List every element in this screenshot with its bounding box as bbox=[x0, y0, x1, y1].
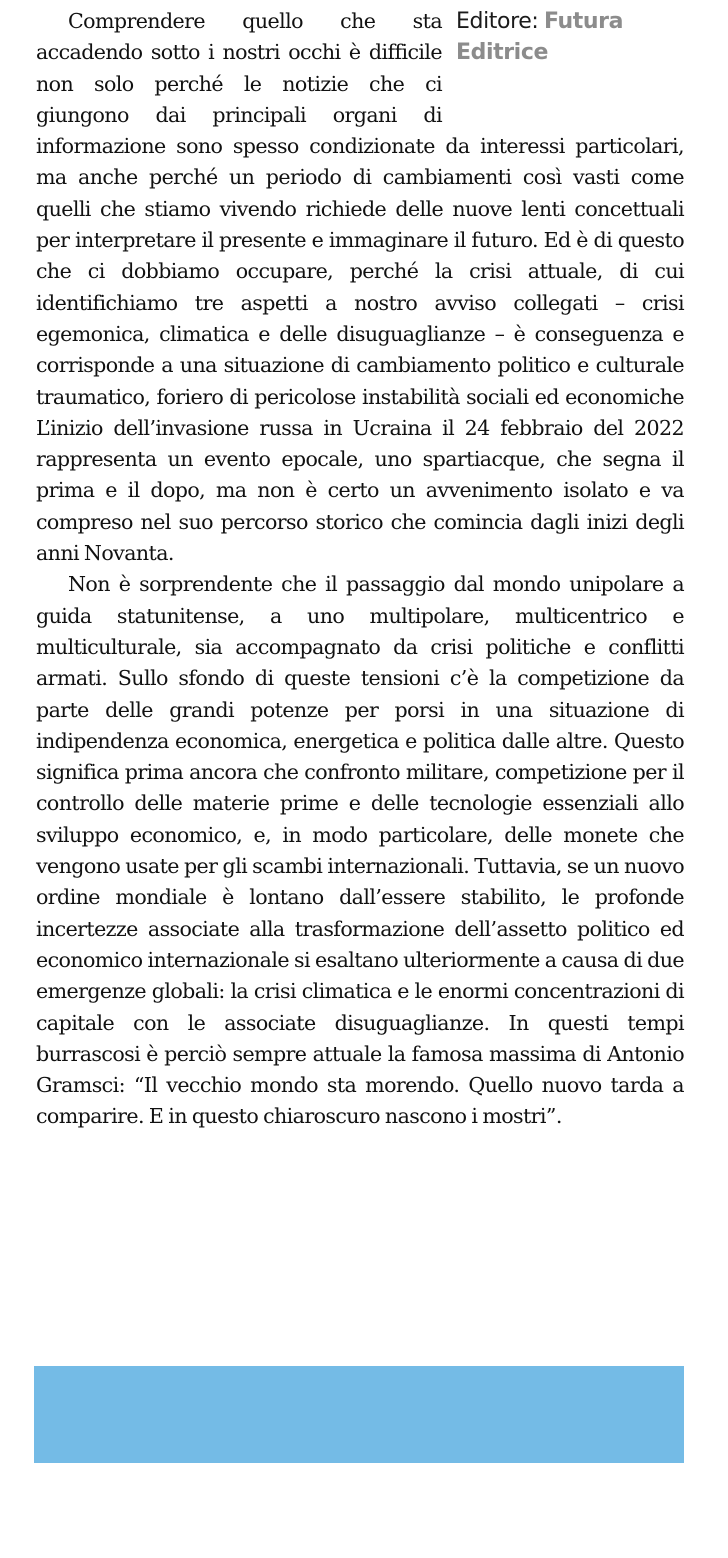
article-paragraph-1: Comprendere quello che sta accadendo sotto i nostri occhi è difficile non solo perché le notizie che ci giungono dai principali organi di informazione sono spesso condizionate da interessi particolari, ma anche perché un periodo di cambiamenti così vasti come quelli che stiamo vivendo richiede delle nuove lenti concettuali per interpretare il presente e immaginare il futuro. Ed è di questo che ci dobbiamo occupare, perché la crisi attuale, di cui identifichiamo tre aspetti a nostro avviso collegati – crisi egemonica, climatica e delle disuguaglianze – è conseguenza e corrisponde a una situazione di cambiamento politico e culturale traumatico, foriero di pericolose instabilità sociali ed economiche L’inizio dell’invasione russa in Ucraina il 24 febbraio del 2022 rappresenta un evento epocale, uno spartiacque, che segna il prima e il dopo, ma non è certo un avvenimento isolato e va compreso nel suo percorso storico che comincia dagli inizi degli anni Novanta. bbox=[36, 9, 684, 566]
publisher-name: Futura Editrice bbox=[456, 9, 624, 65]
publisher-box bbox=[456, 0, 684, 100]
article-page bbox=[36, 0, 684, 1133]
info-box bbox=[34, 1366, 684, 1463]
article-body bbox=[36, 0, 684, 1133]
publisher-label: Editore: bbox=[456, 9, 539, 34]
article-paragraph-2: Non è sorprendente che il passaggio dal mondo unipolare a guida statunitense, a uno multipolare, multicentrico e multiculturale, sia accompagnato da crisi politiche e conflitti armati. Sullo sfondo di queste tensioni c’è la competizione da parte delle grandi potenze per porsi in una situazione di indipendenza economica, energetica e politica dalle altre. Questo significa prima ancora che confronto militare, competizione per il controllo delle materie prime e delle tecnologie essenziali allo sviluppo economico, e, in modo particolare, delle monete che vengono usate per gli scambi internazionali. Tuttavia, se un nuovo ordine mondiale è lontano dall’essere stabilito, le profonde incertezze associate alla trasformazione dell’assetto politico ed economico internazionale si esaltano ulteriormente a causa di due emergenze globali: la crisi climatica e le enormi concentrazioni di capitale con le associate disuguaglianze. In questi tempi burrascosi è perciò sempre attuale la famosa massima di Antonio Gramsci: “Il vecchio mondo sta morendo. Quello nuovo tarda a comparire. E in questo chiaroscuro nascono i mostri”. bbox=[36, 572, 684, 1129]
